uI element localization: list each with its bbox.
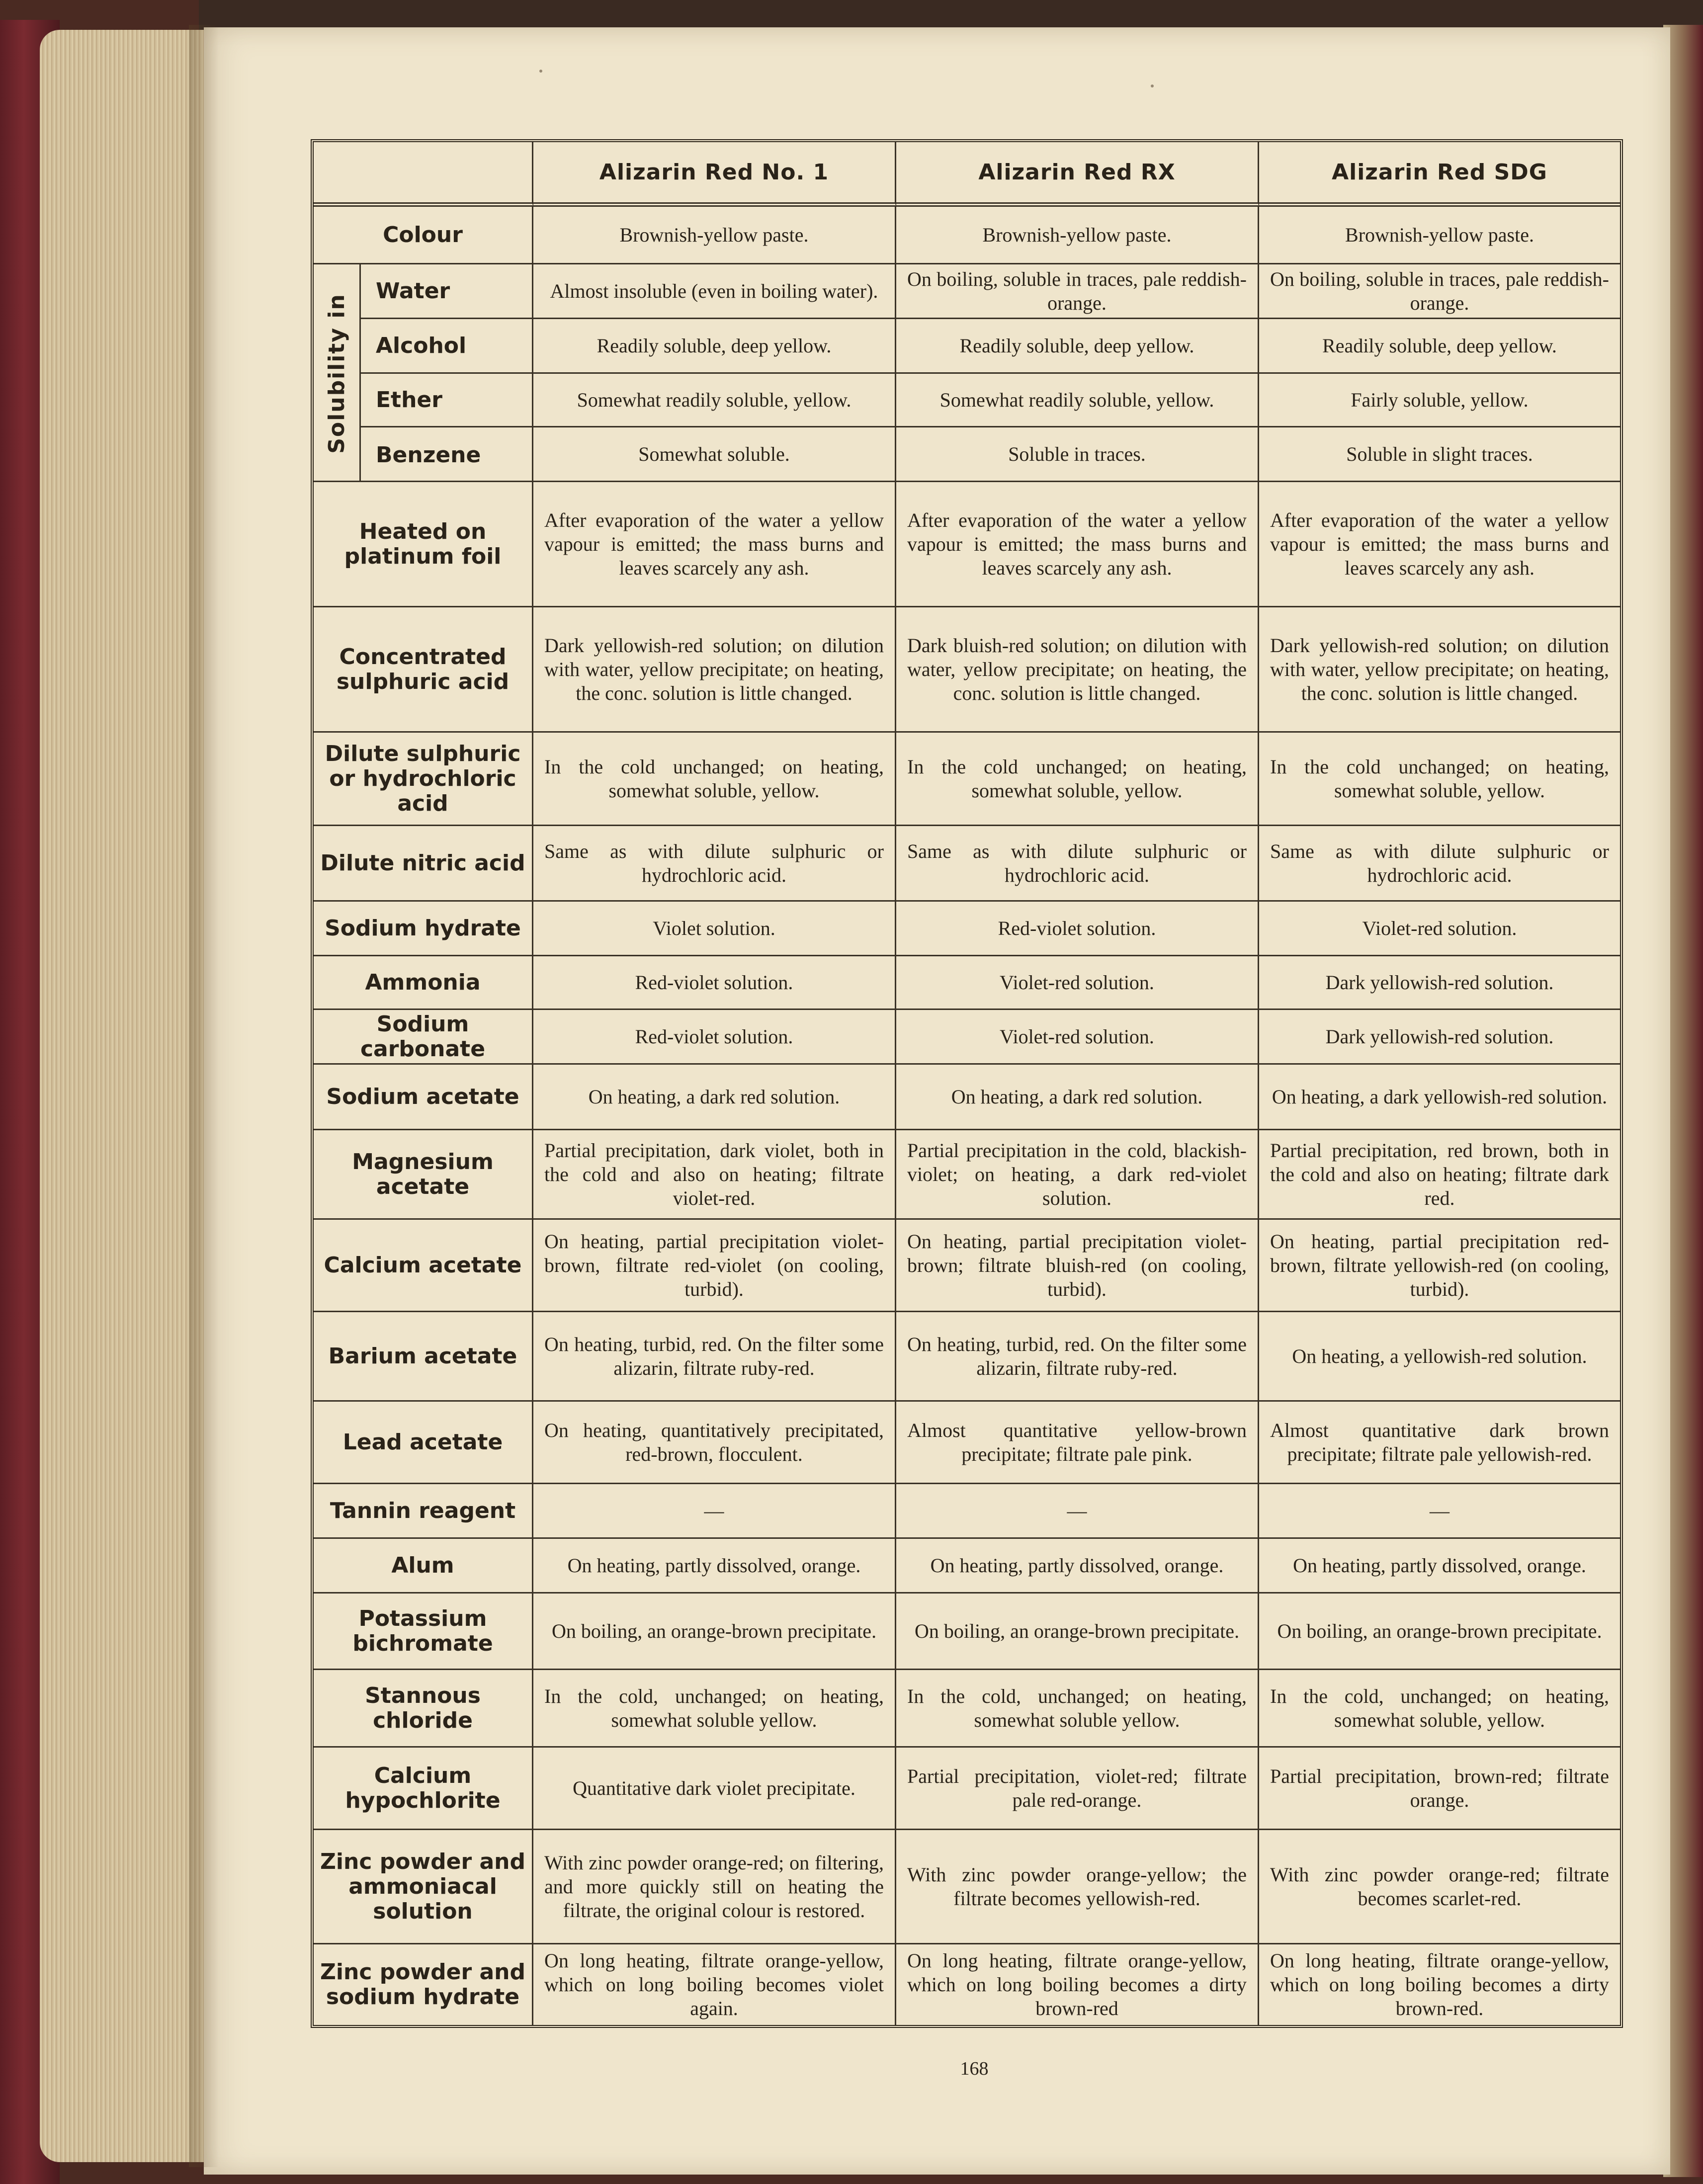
- table-cell: On heating, partly dissolved, orange.: [896, 1539, 1259, 1594]
- table-cell: On heating, quantitatively precipitated, red-brown, flocculent.: [533, 1402, 896, 1484]
- row-label-alcohol: Alcohol: [361, 319, 532, 374]
- table-cell: On heating, a dark yellowish-red solution.: [1259, 1065, 1620, 1130]
- table-cell: With zinc powder orange-red; on filtering, and more quickly still on heating the filtrate, the original colour is restored.: [533, 1830, 896, 1944]
- table-cell: Partial precipitation, violet-red; filtrate pale red-orange.: [896, 1748, 1259, 1830]
- table-cell: On heating, a yellowish-red solution.: [1259, 1312, 1620, 1402]
- table-cell: On heating, a dark red solution.: [896, 1065, 1259, 1130]
- row-label-ether: Ether: [361, 374, 532, 427]
- table-cell: On boiling, an orange-brown precipitate.: [1259, 1594, 1620, 1670]
- table-cell: Violet-red solution.: [896, 956, 1259, 1010]
- table-cell: Same as with dilute sulphuric or hydrochloric acid.: [533, 826, 896, 902]
- table-cell: On long heating, filtrate orange-yellow, which on long boiling becomes a dirty brown-red.: [1270, 1949, 1609, 2019]
- table-cell: Partial precipitation, dark violet, both in the cold and also on heating; filtrate violet-red.: [533, 1130, 896, 1220]
- table-cell: Almost insoluble (even in boiling water).: [533, 264, 896, 319]
- table-cell: Red-violet solution.: [533, 1010, 896, 1065]
- table-cell: In the cold, unchanged; on heating, somewhat soluble yellow.: [896, 1670, 1259, 1748]
- table-cell: After evaporation of the water a yellow vapour is emitted; the mass burns and leaves scarcely any ash.: [896, 482, 1259, 607]
- table-cell: Brownish-yellow paste.: [533, 207, 896, 264]
- table-cell: Somewhat readily soluble, yellow.: [896, 374, 1259, 427]
- table-cell: On long heating, filtrate orange-yellow, which on long boiling becomes violet again.: [533, 1944, 896, 2025]
- table-cell: On boiling, soluble in traces, pale reddish-orange.: [896, 264, 1259, 319]
- book-cover-top: [199, 0, 1703, 30]
- page-edges: [40, 30, 209, 2162]
- table-cell: On long heating, filtrate orange-yellow, which on long boiling becomes a dirty brown-red: [896, 1944, 1259, 2025]
- table-cell: Violet-red solution.: [1259, 902, 1620, 956]
- row-label: Potassium bichromate: [314, 1594, 533, 1670]
- table-cell: Same as with dilute sulphuric or hydrochloric acid.: [896, 826, 1259, 902]
- row-label-colour: Colour: [314, 207, 533, 264]
- table-cell: Partial precipitation, brown-red; filtrate orange.: [1259, 1748, 1620, 1830]
- solubility-group: [314, 264, 533, 482]
- page-number: 168: [960, 2058, 989, 2079]
- table-cell: After evaporation of the water a yellow vapour is emitted; the mass burns and leaves scarcely any ash.: [1259, 482, 1620, 607]
- row-label: Dilute sulphuric or hydrochloric acid: [314, 733, 533, 826]
- table-cell: Violet-red solution.: [896, 1010, 1259, 1065]
- table-cell: On boiling, an orange-brown precipitate.: [896, 1594, 1259, 1670]
- table-cell: In the cold unchanged; on heating, somewhat soluble, yellow.: [1259, 733, 1620, 826]
- table-cell: Almost quantitative dark brown precipitate; filtrate pale yellowish-red.: [1259, 1402, 1620, 1484]
- table-cell: On heating, partial precipitation red-brown, filtrate yellowish-red (on cooling, turbid).: [1259, 1220, 1620, 1312]
- table-cell: Soluble in slight traces.: [1259, 427, 1620, 482]
- table-cell: Dark yellowish-red solution; on dilution with water, yellow precipitate; on heating, the conc. solution is little changed.: [533, 607, 896, 733]
- row-label-water: Water: [361, 264, 532, 319]
- table-cell: Same as with dilute sulphuric or hydrochloric acid.: [1259, 826, 1620, 902]
- table-cell: On heating, turbid, red. On the filter some alizarin, filtrate ruby-red.: [533, 1312, 896, 1402]
- table-cell: On boiling, an orange-brown precipitate.: [533, 1594, 896, 1670]
- table-cell: On boiling, soluble in traces, pale reddish-orange.: [1259, 264, 1620, 319]
- table-cell: Red-violet solution.: [896, 902, 1259, 956]
- row-label: Dilute nitric acid: [314, 826, 533, 902]
- table-cell: With zinc powder orange-red; filtrate becomes scarlet-red.: [1259, 1830, 1620, 1944]
- row-label: Calcium acetate: [314, 1220, 533, 1312]
- row-label: Zinc powder and sodium hydrate: [314, 1944, 533, 2025]
- table-cell: Fairly soluble, yellow.: [1259, 374, 1620, 427]
- table-cell: In the cold unchanged; on heating, somewhat soluble, yellow.: [533, 733, 896, 826]
- table-cell: Readily soluble, deep yellow.: [896, 319, 1259, 374]
- row-label: Stannous chloride: [314, 1670, 533, 1748]
- row-label: Zinc powder and ammoniacal solution: [314, 1830, 533, 1944]
- table-cell: After evaporation of the water a yellow vapour is emitted; the mass burns and leaves scarcely any ash.: [533, 482, 896, 607]
- row-label: Sodium acetate: [314, 1065, 533, 1130]
- table-cell: Brownish-yellow paste.: [896, 207, 1259, 264]
- paper-speck: [1151, 84, 1154, 87]
- table-cell: Dark yellowish-red solution; on dilution with water, yellow precipitate; on heating, the conc. solution is little changed.: [1259, 607, 1620, 733]
- table-cell: Dark yellowish-red solution.: [1259, 1010, 1620, 1065]
- table-cell: Somewhat readily soluble, yellow.: [533, 374, 896, 427]
- reaction-table: [311, 139, 1623, 2028]
- table-cell: Red-violet solution.: [533, 956, 896, 1010]
- table-cell: Soluble in traces.: [896, 427, 1259, 482]
- table-cell: Brownish-yellow paste.: [1259, 207, 1620, 264]
- table-cell: In the cold, unchanged; on heating, somewhat soluble, yellow.: [1259, 1670, 1620, 1748]
- row-label: Barium acetate: [314, 1312, 533, 1402]
- row-label: Magnesium acetate: [314, 1130, 533, 1220]
- row-label: Sodium carbonate: [314, 1010, 533, 1065]
- table-cell: Readily soluble, deep yellow.: [1259, 319, 1620, 374]
- row-label: Sodium hydrate: [314, 902, 533, 956]
- table-cell: Partial precipitation in the cold, blackish-violet; on heating, a dark red-violet solution.: [896, 1130, 1259, 1220]
- spine-shadow: [189, 25, 219, 2167]
- table-cell: Somewhat soluble.: [533, 427, 896, 482]
- table-cell: With zinc powder orange-yellow; the filtrate becomes yellowish-red.: [896, 1830, 1259, 1944]
- table-cell: On heating, a dark red solution.: [533, 1065, 896, 1130]
- row-label: Ammonia: [314, 956, 533, 1010]
- table-cell: On heating, partial precipitation violet-brown; filtrate bluish-red (on cooling, turbid).: [896, 1220, 1259, 1312]
- row-label: Concentrated sulphuric acid: [314, 607, 533, 733]
- table-cell: On heating, partly dissolved, orange.: [1259, 1539, 1620, 1594]
- row-label: Alum: [314, 1539, 533, 1594]
- table-cell: Readily soluble, deep yellow.: [533, 319, 896, 374]
- table-cell: —: [533, 1484, 896, 1539]
- table-cell: Dark yellowish-red solution.: [1259, 956, 1620, 1010]
- table-cell: In the cold unchanged; on heating, somewhat soluble, yellow.: [896, 733, 1259, 826]
- table-cell: Partial precipitation, red brown, both in the cold and also on heating; filtrate dark red.: [1259, 1130, 1620, 1220]
- table-cell: Quantitative dark violet precipitate.: [533, 1748, 896, 1830]
- solubility-group-label: Solubility in: [314, 264, 361, 482]
- row-label-benzene: Benzene: [376, 442, 481, 468]
- row-label: Lead acetate: [314, 1402, 533, 1484]
- table-cell: On heating, partial precipitation violet-brown, filtrate red-violet (on cooling, turbid).: [533, 1220, 896, 1312]
- row-label: Tannin reagent: [314, 1484, 533, 1539]
- table-cell: Almost quantitative yellow-brown precipitate; filtrate pale pink.: [896, 1402, 1259, 1484]
- column-header: Alizarin Red SDG: [1259, 142, 1620, 207]
- row-label: Heated on platinum foil: [314, 482, 533, 607]
- table-cell: In the cold, unchanged; on heating, somewhat soluble yellow.: [533, 1670, 896, 1748]
- column-header: Alizarin Red No. 1: [533, 142, 896, 207]
- table-cell: —: [896, 1484, 1259, 1539]
- header-corner: [314, 142, 533, 207]
- paper-speck: [539, 70, 542, 73]
- table-cell: Violet solution.: [533, 902, 896, 956]
- column-header: Alizarin Red RX: [896, 142, 1259, 207]
- table-cell: On heating, partly dissolved, orange.: [533, 1539, 896, 1594]
- row-label: Calcium hypochlorite: [314, 1748, 533, 1830]
- table-cell: —: [1259, 1484, 1620, 1539]
- table-cell: On heating, turbid, red. On the filter some alizarin, filtrate ruby-red.: [896, 1312, 1259, 1402]
- table-cell: Dark bluish-red solution; on dilution with water, yellow precipitate; on heating, the conc. solution is little changed.: [896, 607, 1259, 733]
